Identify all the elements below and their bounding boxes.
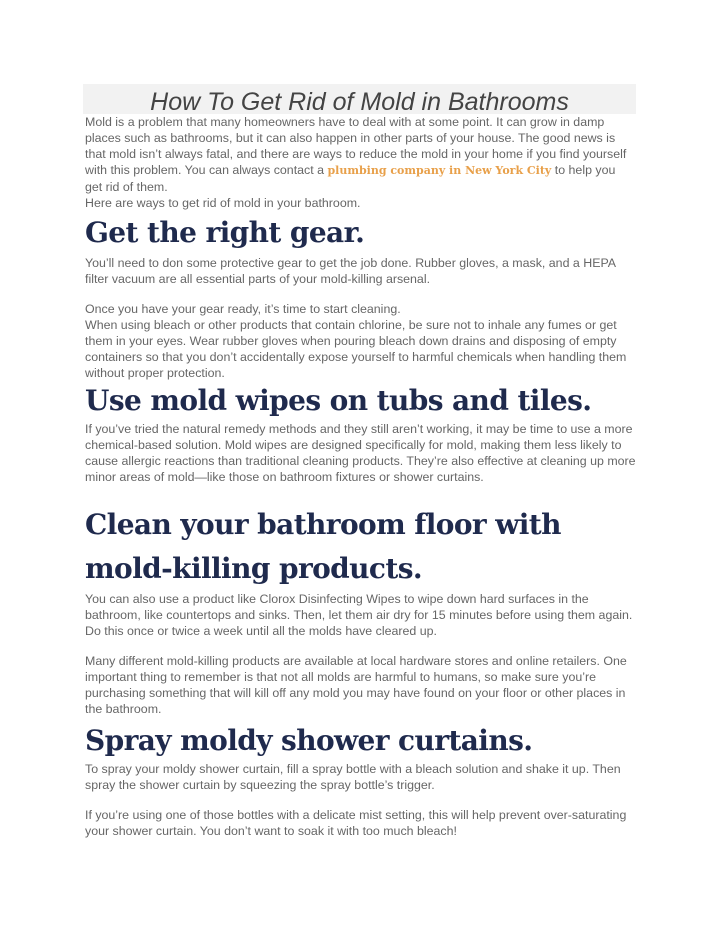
- section-heading-shower-curtains: Spray moldy shower curtains.: [85, 724, 533, 757]
- page-title: How To Get Rid of Mold in Bathrooms: [150, 88, 569, 116]
- section-heading-bathroom-floor: Clean your bathroom floor with mold-killing products.: [85, 508, 561, 585]
- intro-paragraph: [85, 114, 636, 195]
- section-paragraph: If you’ve tried the natural remedy methods and they still aren’t working, it may be time to use a more chemical-based solution. Mold wipes are designed specifically for mold, making them less likely to cause allergic reactions than traditional cleaning products. They’re also effective at cleaning up more minor areas of mold—like those on bathroom fixtures or shower curtains.: [85, 422, 636, 484]
- section-paragraph: You can also use a product like Clorox Disinfecting Wipes to wipe down hard surfaces in the bathroom, like countertops and sinks. Then, let them air dry for 15 minutes before using them again. Do this once or twice a week until all the molds have cleared up.: [85, 592, 633, 638]
- section-heading-gear: Get the right gear.: [85, 216, 365, 249]
- plumbing-company-link[interactable]: plumbing company in New York City: [327, 164, 552, 177]
- document-page: [85, 84, 636, 839]
- section-paragraph: To spray your moldy shower curtain, fill a spray bottle with a bleach solution and shake it up. Then spray the shower curtain by squeezing the spray bottle’s trigger.: [85, 762, 621, 792]
- intro-text-after-link: to help you get rid of them.: [85, 163, 616, 194]
- section-heading-mold-wipes: Use mold wipes on tubs and tiles.: [85, 384, 592, 417]
- intro-text-before-link: Mold is a problem that many homeowners have to deal with at some point. It can grow in damp places such as bathrooms, but it can also happen in other parts of your house. The good news is that mold isn’t always fatal, and there are ways to reduce the mold in your home if you find yourself with this problem. You can always contact a: [85, 115, 627, 177]
- intro-paragraph-2: Here are ways to get rid of mold in your bathroom.: [85, 196, 361, 210]
- title-bar: [83, 84, 636, 114]
- section-paragraph: Once you have your gear ready, it’s time to start cleaning.: [85, 302, 401, 316]
- section-paragraph: When using bleach or other products that contain chlorine, be sure not to inhale any fumes or get them in your eyes. Wear rubber gloves when pouring bleach down drains and disposing of empty containers so that you don’t accidentally expose yourself to harmful chemicals when handling them without proper protection.: [85, 318, 627, 380]
- section-paragraph: Many different mold-killing products are available at local hardware stores and online retailers. One important thing to remember is that not all molds are harmful to humans, so make sure you’re purchasing something that will kill off any mold you may have found on your floor or other places in the bathroom.: [85, 654, 627, 716]
- section-paragraph: You’ll need to don some protective gear to get the job done. Rubber gloves, a mask, and a HEPA filter vacuum are all essential parts of your mold-killing arsenal.: [85, 256, 616, 286]
- section-paragraph: If you’re using one of those bottles with a delicate mist setting, this will help prevent over-saturating your shower curtain. You don’t want to soak it with too much bleach!: [85, 808, 627, 838]
